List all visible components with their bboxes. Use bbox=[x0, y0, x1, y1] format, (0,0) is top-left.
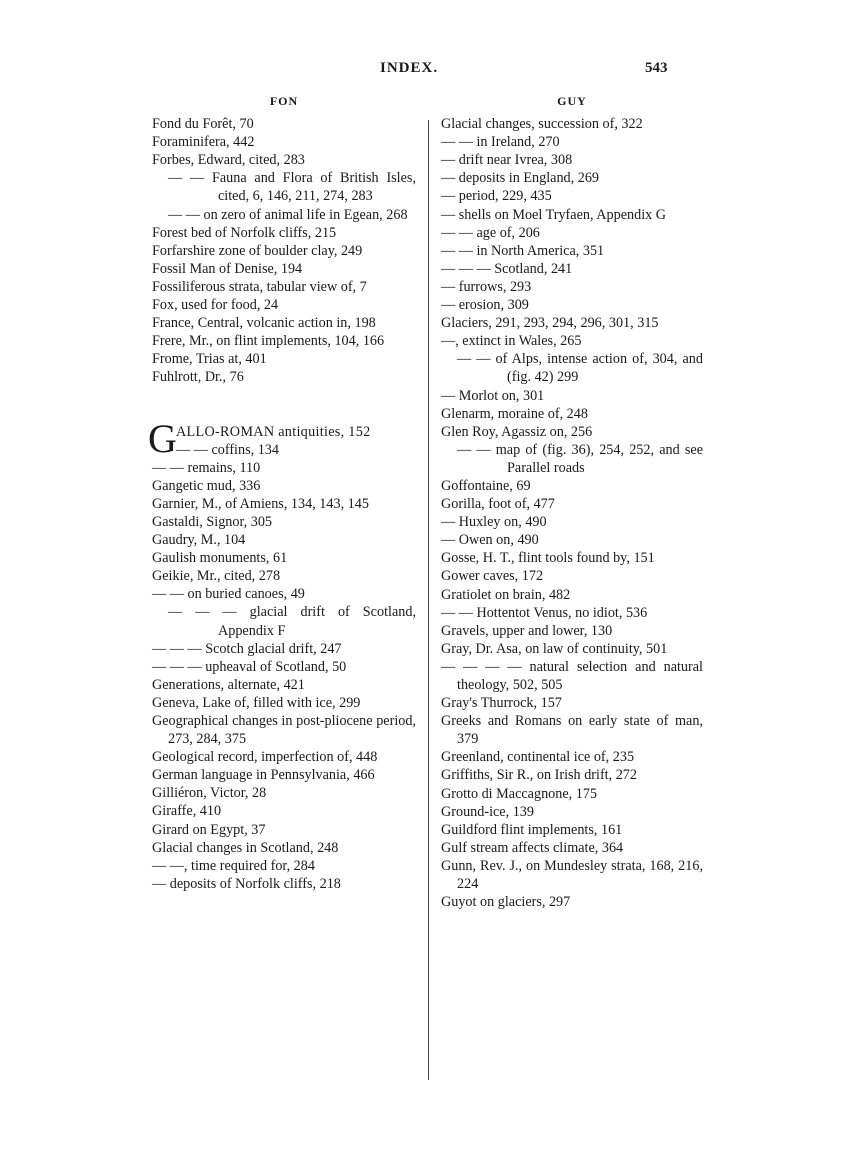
index-entry: — drift near Ivrea, 308 bbox=[441, 152, 573, 169]
index-entry: Guildford flint implements, 161 bbox=[441, 821, 623, 838]
index-entry: German language in Pennsylvania, 466 bbox=[152, 767, 375, 784]
right-column bbox=[441, 92, 703, 911]
index-entry: Gorilla, foot of, 477 bbox=[441, 496, 555, 513]
index-entry: — deposits in England, 269 bbox=[441, 170, 600, 187]
index-entry: — erosion, 309 bbox=[441, 297, 529, 314]
index-entry: Grotto di Maccagnone, 175 bbox=[441, 785, 598, 802]
index-entry: Frome, Trias at, 401 bbox=[152, 351, 267, 368]
index-entry: — — coffins, 134 bbox=[176, 441, 279, 458]
index-entry: Gangetic mud, 336 bbox=[152, 477, 261, 494]
index-entry: Griffiths, Sir R., on Irish drift, 272 bbox=[441, 767, 637, 784]
index-entry: — — age of, 206 bbox=[441, 224, 540, 241]
index-entry: Foraminifera, 442 bbox=[152, 134, 255, 151]
index-entry: Forest bed of Norfolk cliffs, 215 bbox=[152, 224, 337, 241]
right-column-heading: GUY bbox=[557, 94, 587, 108]
index-entry: Frere, Mr., on flint implements, 104, 166 bbox=[152, 333, 385, 350]
column-divider bbox=[428, 120, 429, 1080]
index-entry: Gray's Thurrock, 157 bbox=[441, 695, 562, 712]
index-entry: — — remains, 110 bbox=[152, 459, 261, 476]
index-entry: Glacial changes in Scotland, 248 bbox=[152, 839, 339, 856]
index-entry: Glacial changes, succession of, 322 bbox=[441, 116, 643, 133]
index-entry: — Huxley on, 490 bbox=[441, 514, 547, 531]
index-entry: — — Hottentot Venus, no idiot, 536 bbox=[441, 604, 648, 621]
index-entry: Garnier, M., of Amiens, 134, 143, 145 bbox=[152, 495, 369, 512]
index-entry: Gower caves, 172 bbox=[441, 568, 544, 585]
index-entry: Gaulish monuments, 61 bbox=[152, 550, 288, 567]
index-entry: — — — Scotch glacial drift, 247 bbox=[152, 640, 342, 657]
index-entry: Forfarshire zone of boulder clay, 249 bbox=[152, 242, 363, 259]
left-column bbox=[148, 92, 416, 893]
index-entry: — deposits of Norfolk cliffs, 218 bbox=[152, 875, 341, 892]
index-entry: Geographical changes in post-pliocene period, 273, 284, 375 bbox=[152, 713, 416, 748]
index-entry: — period, 229, 435 bbox=[441, 188, 552, 205]
index-entry: ALLO-ROMAN antiquities, 152 bbox=[176, 423, 371, 440]
page-number: 543 bbox=[645, 60, 668, 76]
index-entry: — — in North America, 351 bbox=[441, 242, 605, 259]
index-entry: Geneva, Lake of, filled with ice, 299 bbox=[152, 694, 361, 711]
index-entry: — — — Scotland, 241 bbox=[441, 260, 573, 277]
index-entry: — —, time required for, 284 bbox=[152, 857, 315, 874]
index-entry: — — — glacial drift of Scotland, Appendix F bbox=[168, 604, 416, 639]
index-entry: — — — upheaval of Scotland, 50 bbox=[152, 658, 347, 675]
index-entry: Greenland, continental ice of, 235 bbox=[441, 749, 635, 766]
index-entry: Fossil Man of Denise, 194 bbox=[152, 260, 303, 277]
index-entry: — Morlot on, 301 bbox=[441, 387, 545, 404]
index-entry: Gulf stream affects climate, 364 bbox=[441, 839, 624, 856]
index-entry: Gosse, H. T., flint tools found by, 151 bbox=[441, 550, 655, 567]
index-entry: — Owen on, 490 bbox=[441, 532, 539, 549]
section-g-start bbox=[148, 415, 416, 461]
index-entry: Gratiolet on brain, 482 bbox=[441, 586, 571, 603]
index-entry: Gunn, Rev. J., on Mundesley strata, 168, 216, 224 bbox=[441, 857, 703, 893]
index-entry: — — — — natural selection and natural theology, 502, 505 bbox=[441, 658, 703, 693]
index-entry: Girard on Egypt, 37 bbox=[152, 821, 266, 838]
left-column-heading: FON bbox=[269, 94, 299, 108]
index-entry: — — of Alps, intense action of, 304, and (fig. 42) 299 bbox=[457, 351, 703, 386]
index-entry: Fossiliferous strata, tabular view of, 7 bbox=[152, 278, 367, 295]
index-entry: Giraffe, 410 bbox=[152, 803, 222, 820]
index-entry: — — map of (fig. 36), 254, 252, and see Parallel roads bbox=[457, 441, 703, 476]
index-entry: — — in Ireland, 270 bbox=[441, 134, 560, 151]
index-entry: Gray, Dr. Asa, on law of continuity, 501 bbox=[441, 640, 668, 657]
index-entry: — shells on Moel Tryfaen, Appendix G bbox=[441, 206, 667, 223]
index-entry: Glen Roy, Agassiz on, 256 bbox=[441, 423, 593, 440]
index-entry: Ground-ice, 139 bbox=[441, 803, 534, 820]
index-entry: — — on zero of animal life in Egean, 268 bbox=[168, 206, 408, 223]
index-entry: Guyot on glaciers, 297 bbox=[441, 894, 571, 911]
index-entry: — furrows, 293 bbox=[441, 278, 532, 295]
index-entry: —, extinct in Wales, 265 bbox=[441, 333, 582, 350]
running-head: INDEX. bbox=[380, 60, 439, 76]
index-entry: Generations, alternate, 421 bbox=[152, 676, 305, 693]
index-entry: Fox, used for food, 24 bbox=[152, 297, 279, 314]
index-entry: Gaudry, M., 104 bbox=[152, 532, 246, 549]
index-entry: Glaciers, 291, 293, 294, 296, 301, 315 bbox=[441, 315, 659, 332]
index-entry: Geological record, imperfection of, 448 bbox=[152, 749, 378, 766]
drop-cap: G bbox=[148, 415, 177, 461]
index-entry: Geikie, Mr., cited, 278 bbox=[152, 568, 281, 585]
index-entry: Gravels, upper and lower, 130 bbox=[441, 622, 613, 639]
index-entry: Greeks and Romans on early state of man, 379 bbox=[441, 713, 703, 748]
index-entry: Glenarm, moraine of, 248 bbox=[441, 405, 588, 422]
index-entry: Gastaldi, Signor, 305 bbox=[152, 513, 273, 530]
index-entry: France, Central, volcanic action in, 198 bbox=[152, 315, 376, 332]
index-entry: — — Fauna and Flora of British Isles, cited, 6, 146, 211, 274, 283 bbox=[168, 170, 416, 205]
index-entry: Fuhlrott, Dr., 76 bbox=[152, 369, 244, 386]
index-entry: Fond du Forêt, 70 bbox=[152, 116, 254, 133]
index-entry: Gilliéron, Victor, 28 bbox=[152, 785, 267, 802]
section-gap bbox=[152, 387, 416, 423]
index-entry: — — on buried canoes, 49 bbox=[152, 586, 305, 603]
index-entry: Goffontaine, 69 bbox=[441, 477, 531, 494]
index-entry: Forbes, Edward, cited, 283 bbox=[152, 152, 305, 169]
